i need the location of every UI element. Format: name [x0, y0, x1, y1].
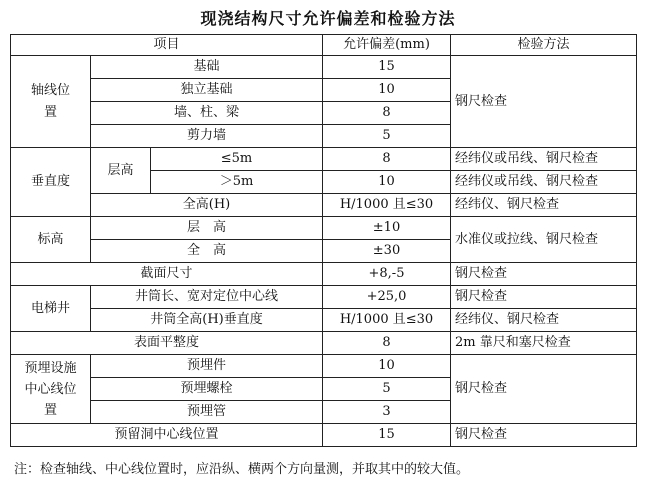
method-value: 钢尺检查	[451, 263, 637, 286]
tolerance-value: H/1000 且≤30	[323, 309, 451, 332]
method-value: 钢尺检查	[451, 355, 637, 424]
header-tolerance: 允许偏差(mm)	[323, 35, 451, 56]
tolerance-value: 15	[323, 56, 451, 79]
tolerance-value: 10	[323, 355, 451, 378]
item-name: ≤5m	[151, 148, 323, 171]
item-name: 剪力墙	[91, 125, 323, 148]
table-row	[11, 424, 637, 447]
table-row	[11, 217, 637, 240]
item-name: 预埋件	[91, 355, 323, 378]
table-row	[11, 56, 637, 79]
table-title: 现浇结构尺寸允许偏差和检验方法	[200, 9, 456, 28]
item-name: 井筒全高(H)垂直度	[91, 309, 323, 332]
item-name: 独立基础	[91, 79, 323, 102]
table-row	[11, 332, 637, 355]
item-name: 墙、柱、梁	[91, 102, 323, 125]
tolerance-table	[10, 34, 637, 447]
header-item: 项目	[11, 35, 323, 56]
item-name: 基础	[91, 56, 323, 79]
method-value: 钢尺检查	[451, 286, 637, 309]
item-name: 井筒长、宽对定位中心线	[91, 286, 323, 309]
tolerance-value: ±30	[323, 240, 451, 263]
item-name: 全高(H)	[91, 194, 323, 217]
group-label-elevator: 电梯井	[11, 286, 91, 332]
group-label-embedded: 预埋设施中心线位置	[11, 355, 91, 424]
method-value: 水准仪或拉线、钢尺检查	[451, 217, 637, 263]
method-value: 钢尺检查	[451, 56, 637, 148]
tolerance-value: +8,-5	[323, 263, 451, 286]
tolerance-value: 10	[323, 171, 451, 194]
tolerance-value: 15	[323, 424, 451, 447]
footnote: 注：检查轴线、中心线位置时，应沿纵、横两个方向量测，并取其中的较大值。	[14, 462, 470, 477]
item-name: ＞5m	[151, 171, 323, 194]
method-value: 经纬仪、钢尺检查	[451, 309, 637, 332]
item-name: 预埋螺栓	[91, 378, 323, 401]
tolerance-value: 8	[323, 148, 451, 171]
method-value: 经纬仪或吊线、钢尺检查	[451, 148, 637, 171]
tolerance-value: ±10	[323, 217, 451, 240]
header-method: 检验方法	[451, 35, 637, 56]
group-label-vertical: 垂直度	[11, 148, 91, 217]
method-value: 经纬仪或吊线、钢尺检查	[451, 171, 637, 194]
tolerance-value: 5	[323, 125, 451, 148]
item-name: 预埋管	[91, 401, 323, 424]
group-label-elevation: 标高	[11, 217, 91, 263]
item-name: 全 高	[91, 240, 323, 263]
item-name: 表面平整度	[11, 332, 323, 355]
tolerance-value: 8	[323, 102, 451, 125]
group-label-axis: 轴线位置	[11, 56, 91, 148]
method-value: 钢尺检查	[451, 424, 637, 447]
tolerance-value: H/1000 且≤30	[323, 194, 451, 217]
table-row	[11, 148, 637, 171]
tolerance-value: 5	[323, 378, 451, 401]
table-row	[11, 263, 637, 286]
table-row	[11, 355, 637, 378]
item-name: 截面尺寸	[11, 263, 323, 286]
method-value: 2m 靠尺和塞尺检查	[451, 332, 637, 355]
item-name: 预留洞中心线位置	[11, 424, 323, 447]
method-value: 经纬仪、钢尺检查	[451, 194, 637, 217]
tolerance-value: +25,0	[323, 286, 451, 309]
sub-label-floor: 层高	[91, 148, 151, 194]
item-name: 层 高	[91, 217, 323, 240]
table-row	[11, 309, 637, 332]
tolerance-value: 8	[323, 332, 451, 355]
tolerance-value: 3	[323, 401, 451, 424]
table-row	[11, 286, 637, 309]
table-row	[11, 194, 637, 217]
header-row	[11, 35, 637, 56]
tolerance-value: 10	[323, 79, 451, 102]
